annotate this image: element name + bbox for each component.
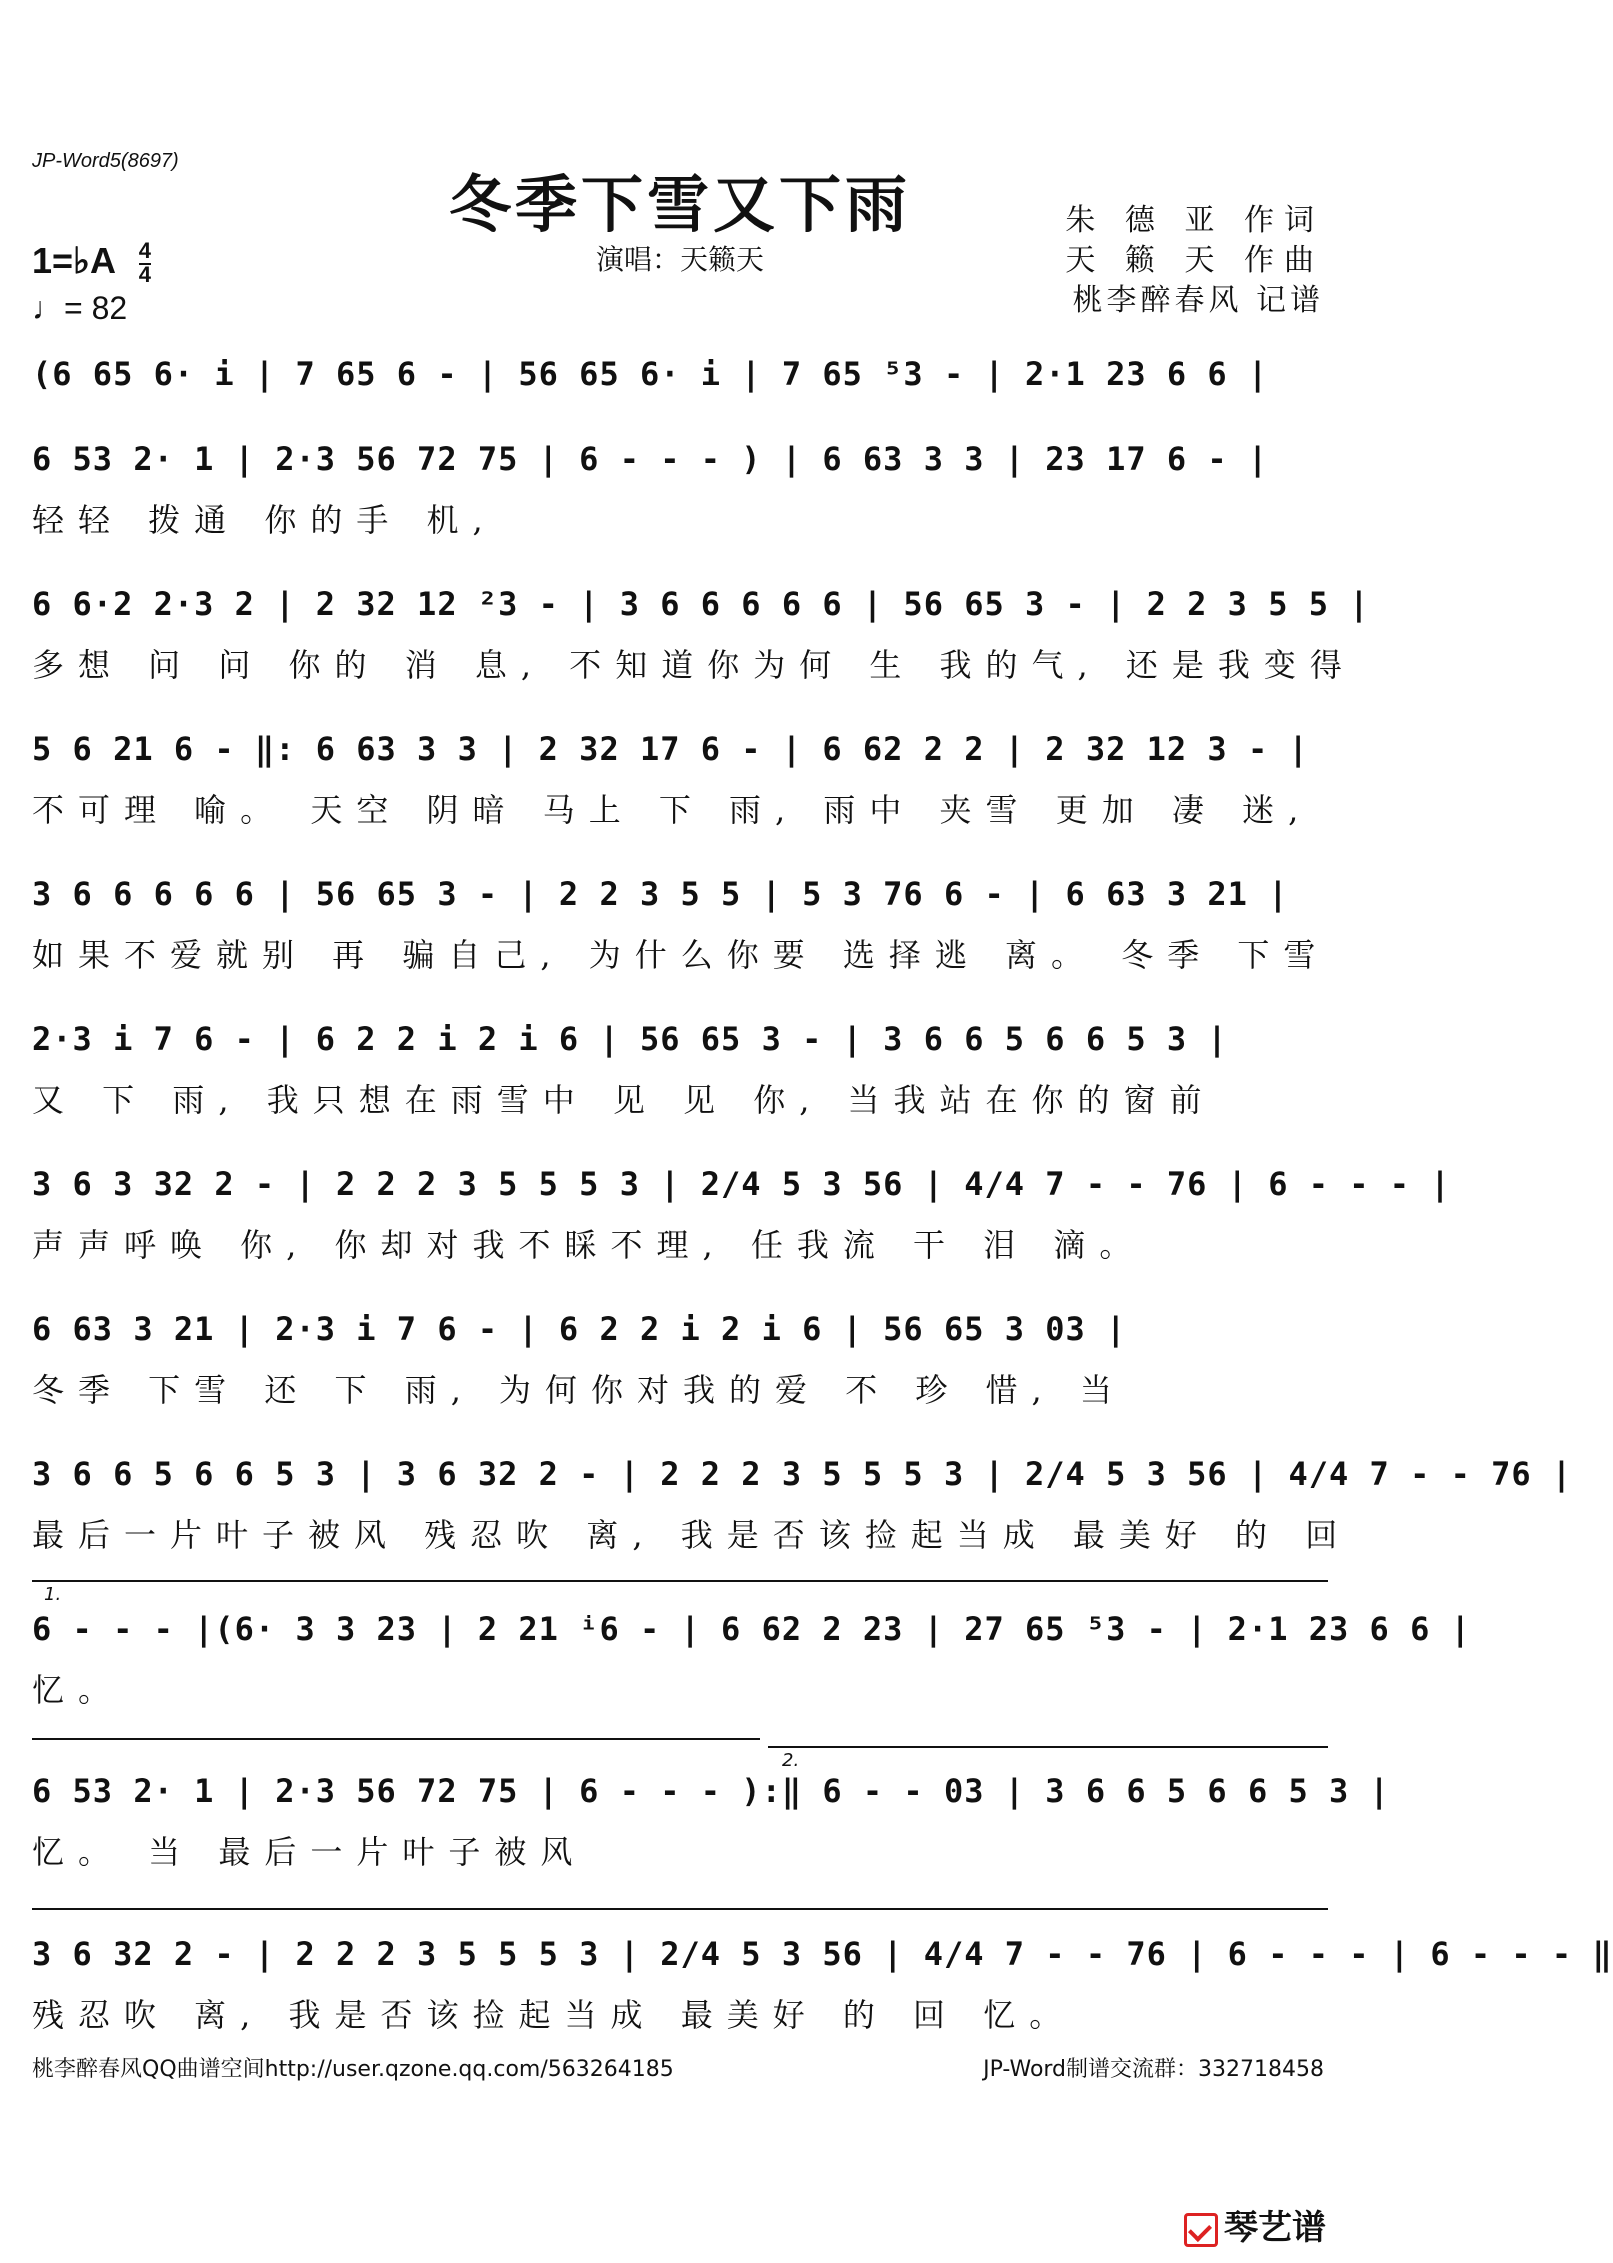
tempo-mark: ♩= 82	[32, 290, 128, 326]
score-notes-row: (6 65 6· i | 7 65 6 - | 56 65 6· i | 7 65 ⁵3 - | 2·1 23 6 6 |	[32, 355, 1269, 393]
first-ending-bracket-end	[32, 1738, 760, 1740]
source-label: JP-Word5(8697)	[32, 150, 179, 172]
score-notes-row: 5 6 21 6 - ‖: 6 63 3 3 | 2 32 17 6 - | 6 62 2 2 | 2 32 12 3 - |	[32, 730, 1309, 768]
footer-right: JP-Word制谱交流群：332718458	[983, 2057, 1324, 2082]
score-lyrics-row: 多想 问 问 你的 消 息, 不知道你为何 生 我的气, 还是我变得	[32, 646, 1356, 684]
key-label: 1=♭A	[32, 240, 115, 281]
brand-logo	[1184, 2200, 1326, 2249]
score-notes-row: 3 6 3 32 2 - | 2 2 2 3 5 5 5 3 | 2/4 5 3 56 | 4/4 7 - - 76 | 6 - - - |	[32, 1165, 1451, 1203]
singer-credit: 演唱：天籁天	[595, 243, 764, 276]
footer-left: 桃李醉春风QQ曲谱空间http://user.qzone.qq.com/563264185	[32, 2057, 674, 2082]
time-signature	[138, 238, 151, 288]
score-lyrics-row: 最后一片叶子被风 残忍吹 离, 我是否该捡起当成 最美好 的 回	[32, 1516, 1352, 1554]
key-signature	[32, 238, 151, 288]
score-notes-row: 6 53 2· 1 | 2·3 56 72 75 | 6 - - - ) | 6 63 3 3 | 23 17 6 - |	[32, 440, 1269, 478]
song-title: 冬季下雪又下雨	[448, 168, 911, 241]
score-lyrics-row: 如果不爱就别 再 骗自己, 为什么你要 选择逃 离。 冬季 下雪	[32, 936, 1330, 974]
score-lyrics-row: 冬季 下雪 还 下 雨, 为何你对我的爱 不 珍 惜, 当	[32, 1371, 1126, 1409]
composer-credit: 天 籁 天 作曲	[1065, 243, 1324, 278]
time-denominator: 4	[138, 262, 151, 288]
second-ending-bracket	[768, 1746, 1328, 1748]
score-notes-row: 3 6 6 5 6 6 5 3 | 3 6 32 2 - | 2 2 2 3 5 5 5 3 | 2/4 5 3 56 | 4/4 7 - - 76 |	[32, 1455, 1573, 1493]
score-notes-row: 6 - - - |(6· 3 3 23 | 2 21 ⁱ6 - | 6 62 2 23 | 27 65 ⁵3 - | 2·1 23 6 6 |	[32, 1610, 1471, 1648]
score-lyrics-row: 轻轻 拨通 你的手 机,	[32, 501, 497, 539]
logo-icon	[1184, 2213, 1218, 2247]
score-notes-row: 3 6 6 6 6 6 | 56 65 3 - | 2 2 3 5 5 | 5 3 76 6 - | 6 63 3 21 |	[32, 875, 1289, 913]
score-lyrics-row: 不可理 喻。 天空 阴暗 马上 下 雨, 雨中 夹雪 更加 凄 迷,	[32, 791, 1313, 829]
second-ending-bracket-end	[32, 1908, 1328, 1910]
score-lyrics-row: 忆。	[32, 1671, 125, 1709]
transcriber-credit: 桃李醉春风 记谱	[1072, 283, 1324, 318]
score-lyrics-row: 忆。 当 最后一片叶子被风	[32, 1833, 587, 1871]
second-ending-label: 2.	[782, 1750, 800, 1771]
score-notes-row: 6 53 2· 1 | 2·3 56 72 75 | 6 - - - ):‖ 6 - - 03 | 3 6 6 5 6 6 5 3 |	[32, 1772, 1390, 1810]
first-ending-label: 1.	[44, 1584, 62, 1605]
first-ending-bracket	[32, 1580, 1328, 1582]
score-lyrics-row: 又 下 雨, 我只想在雨雪中 见 见 你, 当我站在你的窗前	[32, 1081, 1216, 1119]
score-notes-row: 2·3 i 7 6 - | 6 2 2 i 2 i 6 | 56 65 3 - | 3 6 6 5 6 6 5 3 |	[32, 1020, 1228, 1058]
logo-text: 琴艺谱	[1224, 2208, 1326, 2248]
score-notes-row: 6 63 3 21 | 2·3 i 7 6 - | 6 2 2 i 2 i 6 | 56 65 3 03 |	[32, 1310, 1127, 1348]
score-notes-row: 6 6·2 2·3 2 | 2 32 12 ²3 - | 3 6 6 6 6 6 | 56 65 3 - | 2 2 3 5 5 |	[32, 585, 1370, 623]
score-lyrics-row: 残忍吹 离, 我是否该捡起当成 最美好 的 回 忆。	[32, 1996, 1076, 2034]
lyricist-credit: 朱 德 亚 作词	[1065, 203, 1324, 238]
score-notes-row: 3 6 32 2 - | 2 2 2 3 5 5 5 3 | 2/4 5 3 56 | 4/4 7 - - 76 | 6 - - - | 6 - - - ‖	[32, 1935, 1613, 1973]
score-lyrics-row: 声声呼唤 你, 你却对我不睬不理, 任我流 干 泪 滴。	[32, 1226, 1146, 1264]
time-numerator: 4	[138, 238, 151, 264]
